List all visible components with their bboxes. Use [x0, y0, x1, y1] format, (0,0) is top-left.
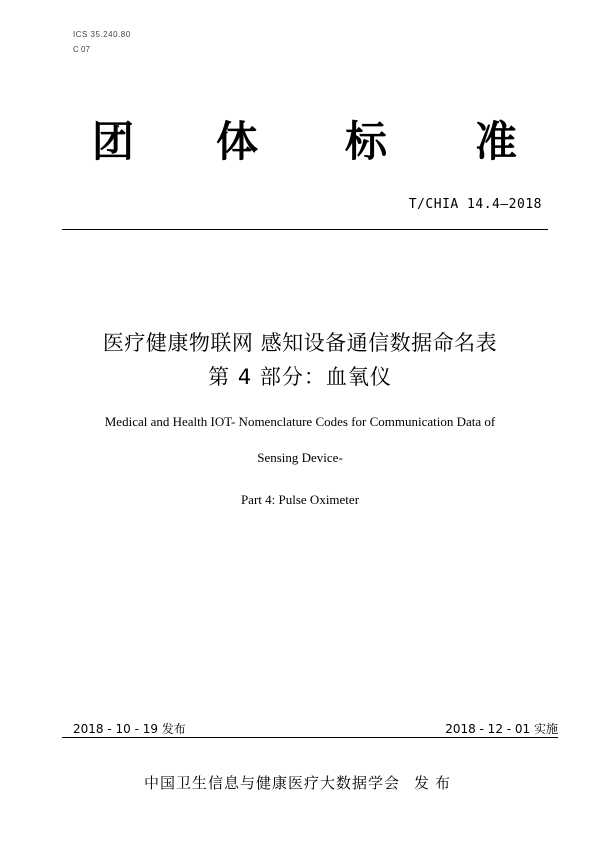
top-divider — [62, 229, 548, 230]
issue-date: 2018 - 10 - 19 发布 — [73, 722, 186, 736]
english-part-title: Part 4: Pulse Oximeter — [240, 492, 360, 507]
standard-number: T/CHIA 14.4—2018 — [408, 197, 542, 212]
document-type-char: 准 — [475, 117, 518, 166]
chinese-title-line2: 第 4 部分：血氧仪 — [208, 365, 392, 389]
publisher-organization: 中国卫生信息与健康医疗大数据学会 — [143, 774, 400, 792]
publisher-line — [0, 772, 600, 793]
ccs-code: C 07 — [73, 45, 90, 54]
document-type-heading — [60, 112, 540, 172]
chinese-title-line1: 医疗健康物联网 感知设备通信数据命名表 — [102, 331, 498, 355]
implementation-date: 2018 - 12 - 01 实施 — [445, 722, 558, 736]
publisher-action: 发布 — [414, 774, 457, 792]
ics-code: ICS 35.240.80 — [73, 30, 131, 39]
document-type-char: 标 — [345, 117, 388, 166]
english-title-line1: Medical and Health IOT- Nomenclature Codes for Communication Data of — [104, 414, 496, 429]
document-type-char: 团 — [92, 117, 135, 166]
document-type-char: 体 — [216, 117, 259, 166]
english-title-line2: Sensing Device- — [257, 450, 343, 465]
bottom-divider — [62, 737, 558, 738]
